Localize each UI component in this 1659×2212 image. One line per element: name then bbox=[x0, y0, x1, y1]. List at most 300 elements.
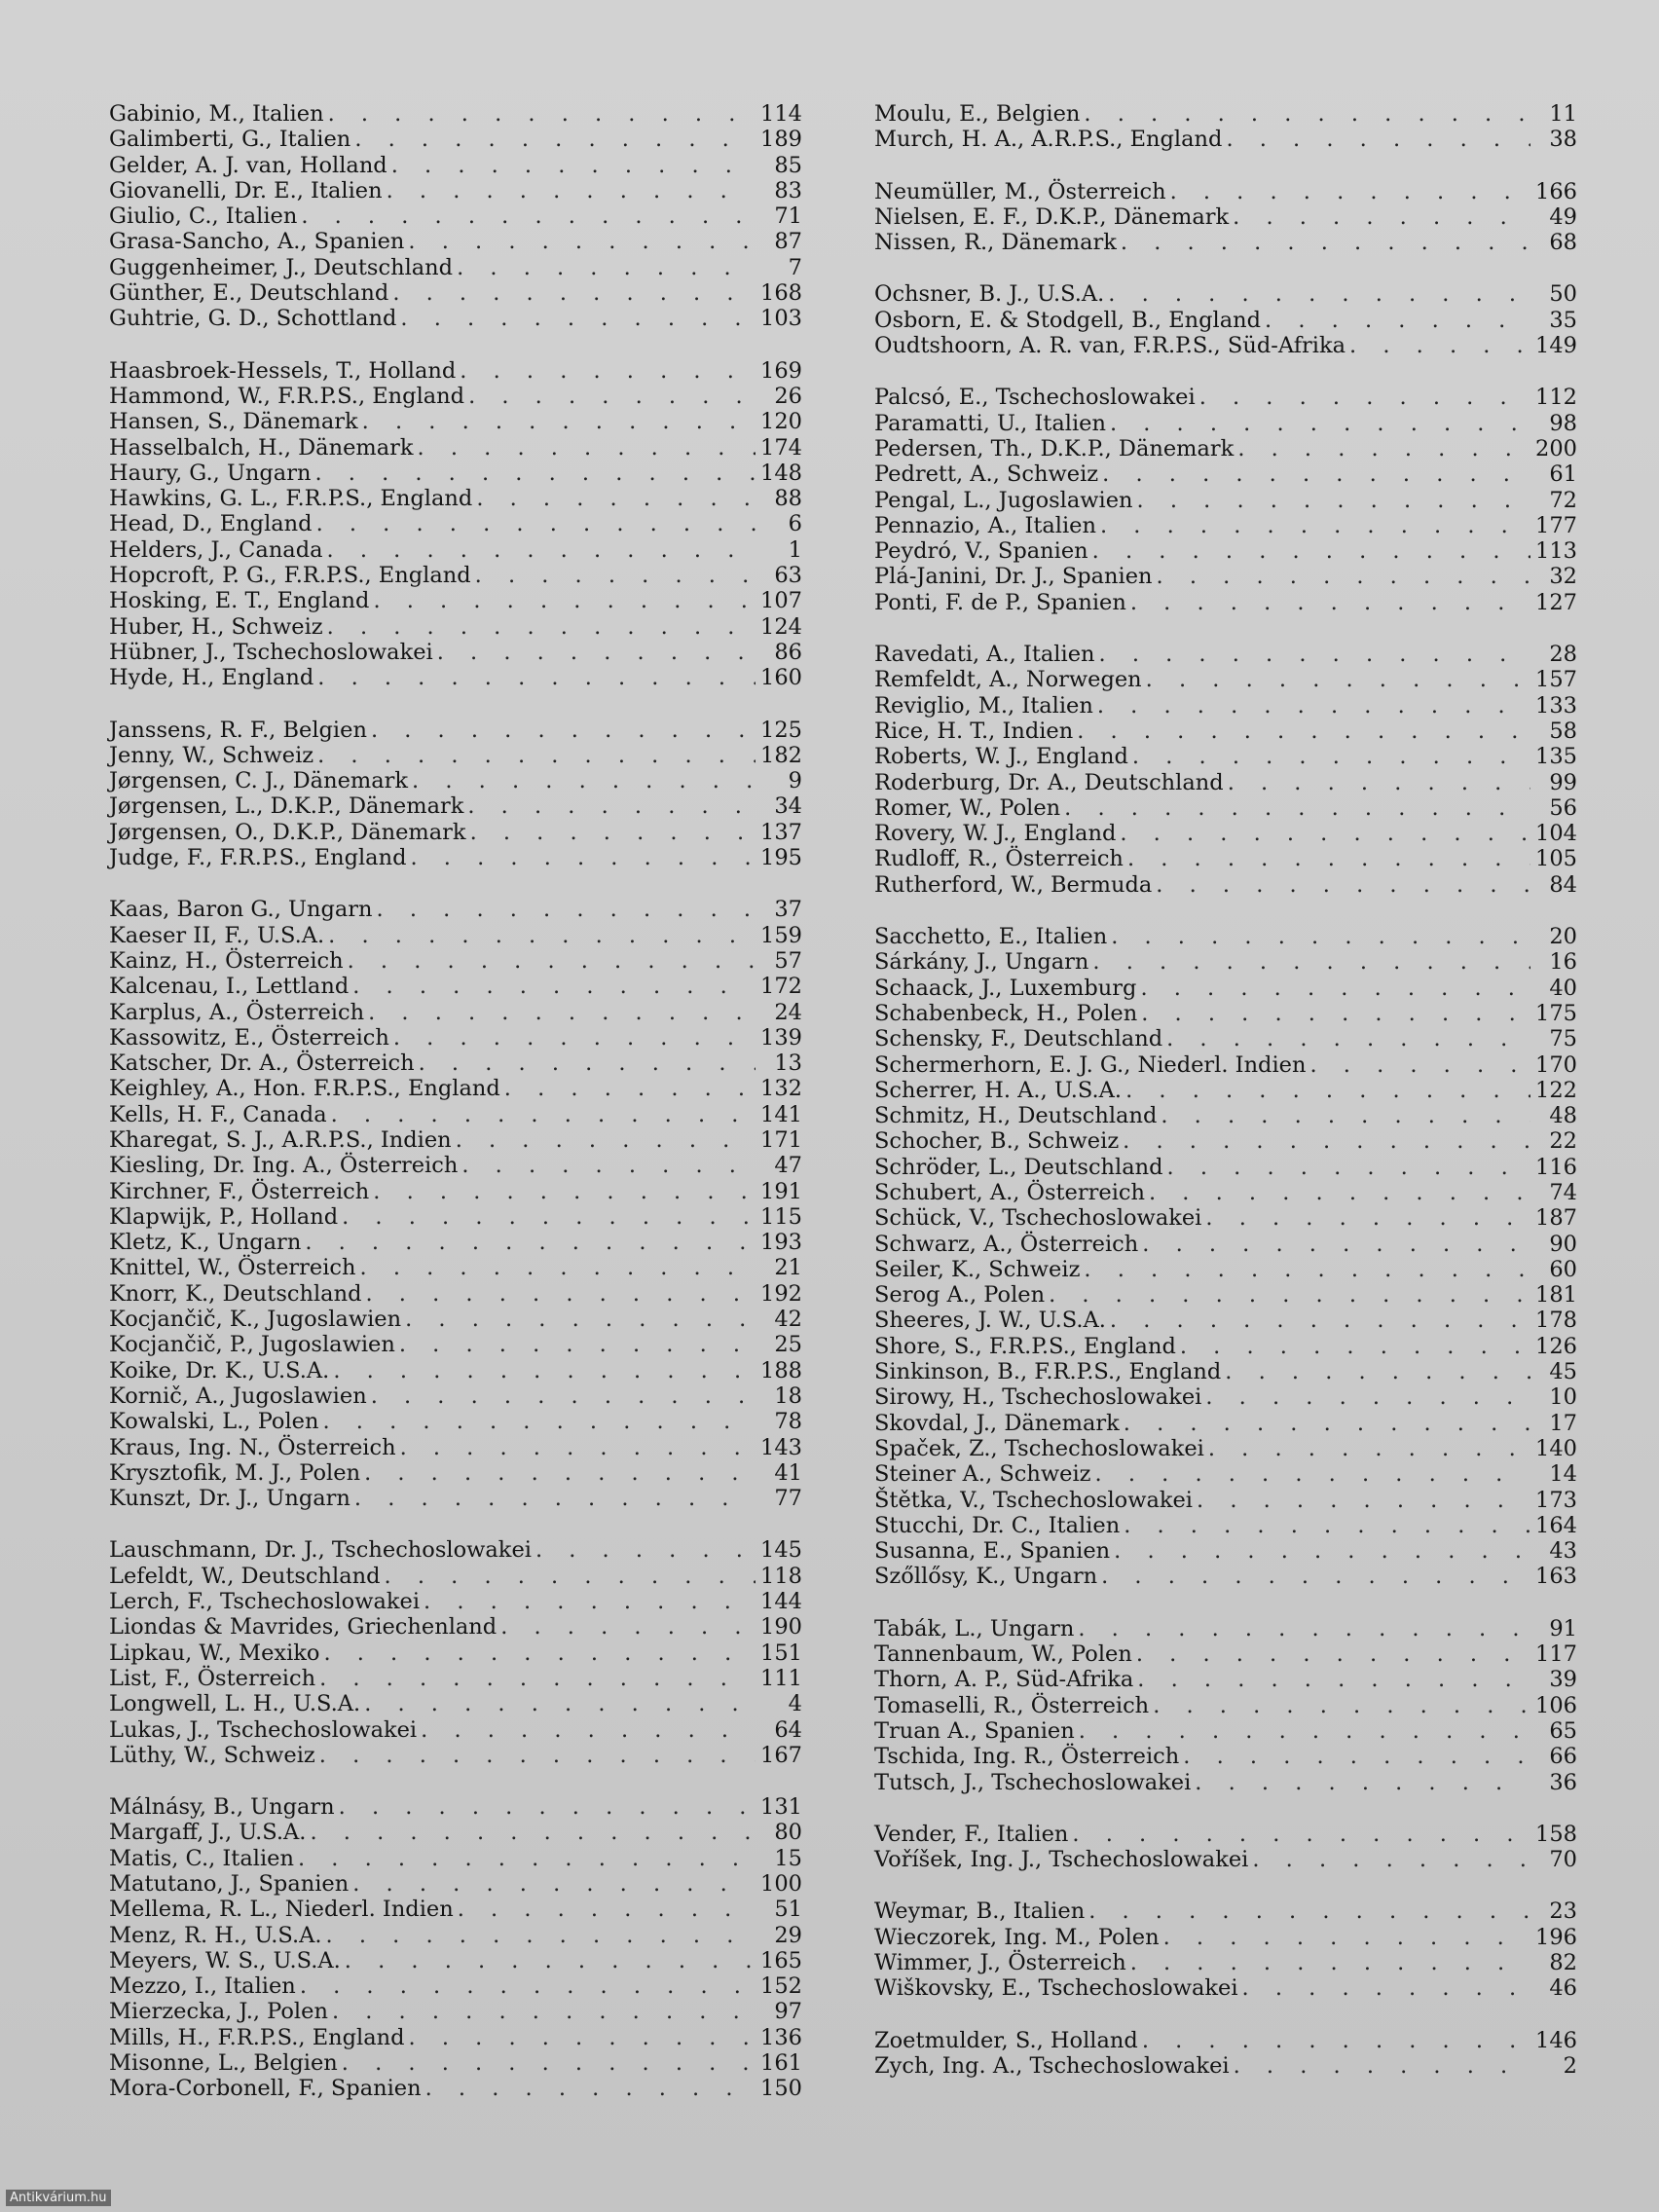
entry-name: Pedersen, Th., D.K.P., Dänemark bbox=[874, 435, 1235, 461]
entry-page-number: 189 bbox=[760, 127, 802, 153]
index-entry bbox=[874, 1616, 1577, 1641]
entry-name: Peydró, V., Spanien bbox=[874, 538, 1088, 565]
entry-page-number: 126 bbox=[1535, 1333, 1577, 1359]
entry-page-number: 61 bbox=[1549, 461, 1577, 488]
entry-name: Tschida, Ing. R., Österreich bbox=[874, 1744, 1180, 1770]
index-entry bbox=[109, 1691, 802, 1716]
dot-leader bbox=[1153, 1693, 1530, 1718]
entry-name: Hawkins, G. L., F.R.P.S., England bbox=[109, 486, 473, 512]
entry-name: Mezzo, I., Italien bbox=[109, 1973, 296, 2000]
index-entry bbox=[109, 1127, 802, 1153]
index-entry bbox=[109, 563, 802, 588]
entry-page-number: 72 bbox=[1549, 487, 1577, 513]
dot-leader bbox=[409, 2025, 756, 2050]
dot-leader bbox=[504, 1076, 756, 1101]
entry-name: Knorr, K., Deutschland bbox=[109, 1280, 362, 1307]
entry-page-number: 26 bbox=[774, 383, 802, 409]
index-column-right bbox=[874, 101, 1577, 2105]
index-entry bbox=[874, 1513, 1577, 1538]
index-entry bbox=[109, 384, 802, 409]
entry-page-number: 177 bbox=[1535, 512, 1577, 538]
index-entry bbox=[874, 538, 1577, 564]
index-entry bbox=[109, 435, 802, 461]
letter-group bbox=[874, 179, 1577, 256]
index-entry bbox=[109, 1614, 802, 1640]
entry-page-number: 125 bbox=[760, 717, 802, 743]
entry-name: Kaas, Baron G., Ungarn bbox=[109, 897, 373, 923]
entry-name: Murch, H. A., A.R.P.S., England bbox=[874, 127, 1223, 153]
entry-page-number: 86 bbox=[774, 639, 802, 665]
entry-name: Kocjančič, K., Jugoslawien bbox=[109, 1307, 402, 1333]
entry-page-number: 39 bbox=[1549, 1667, 1577, 1693]
index-entry bbox=[109, 1999, 802, 2024]
entry-name: Günther, E., Deutschland bbox=[109, 280, 389, 307]
dot-leader bbox=[317, 665, 756, 690]
dot-leader bbox=[1233, 204, 1530, 230]
entry-name: Paramatti, U., Italien bbox=[874, 410, 1106, 436]
entry-page-number: 161 bbox=[760, 2050, 802, 2077]
dot-leader bbox=[400, 1435, 756, 1460]
index-entry bbox=[874, 1411, 1577, 1436]
entry-name: Pennazio, A., Italien bbox=[874, 512, 1096, 538]
entry-page-number: 58 bbox=[1549, 718, 1577, 744]
index-entry bbox=[874, 795, 1577, 821]
index-entry bbox=[109, 948, 802, 974]
entry-name: Jørgensen, O., D.K.P., Dänemark bbox=[109, 819, 466, 845]
index-entry bbox=[109, 1102, 802, 1127]
index-entry bbox=[874, 385, 1577, 410]
index-entry bbox=[109, 1897, 802, 1922]
index-entry bbox=[874, 1001, 1577, 1026]
dot-leader bbox=[1132, 744, 1530, 769]
entry-name: Schück, V., Tschechoslowakei bbox=[874, 1205, 1202, 1232]
entry-name: Koike, Dr. K., U.S.A. bbox=[109, 1357, 330, 1383]
entry-page-number: 22 bbox=[1549, 1128, 1577, 1155]
entry-page-number: 80 bbox=[774, 1820, 802, 1846]
index-entry bbox=[109, 1871, 802, 1897]
dot-leader bbox=[322, 1409, 756, 1434]
entry-page-number: 23 bbox=[1549, 1899, 1577, 1925]
dot-leader bbox=[316, 511, 756, 536]
dot-leader bbox=[461, 1153, 756, 1178]
entry-page-number: 16 bbox=[1549, 949, 1577, 976]
entry-name: Kowalski, L., Polen bbox=[109, 1409, 319, 1435]
dot-leader bbox=[328, 101, 756, 127]
entry-name: Neumüller, M., Österreich bbox=[874, 178, 1166, 204]
dot-leader bbox=[362, 409, 756, 434]
dot-leader bbox=[437, 640, 756, 665]
dot-leader bbox=[331, 1102, 756, 1127]
entry-page-number: 65 bbox=[1549, 1717, 1577, 1744]
entry-page-number: 91 bbox=[1549, 1615, 1577, 1641]
letter-group bbox=[874, 2028, 1577, 2080]
dot-leader bbox=[399, 1332, 756, 1357]
letter-group bbox=[109, 1794, 802, 2102]
index-entry bbox=[109, 1179, 802, 1204]
entry-page-number: 57 bbox=[774, 947, 802, 974]
index-entry bbox=[874, 1308, 1577, 1333]
entry-page-number: 83 bbox=[774, 177, 802, 203]
dot-leader bbox=[1166, 1026, 1530, 1051]
entry-name: Ravedati, A., Italien bbox=[874, 642, 1095, 668]
letter-group bbox=[109, 101, 802, 332]
index-entry bbox=[874, 1103, 1577, 1128]
dot-leader bbox=[1163, 1925, 1530, 1950]
index-entry bbox=[874, 1282, 1577, 1308]
entry-page-number: 158 bbox=[1535, 1821, 1577, 1847]
entry-page-number: 2 bbox=[1563, 2052, 1577, 2079]
entry-page-number: 32 bbox=[1549, 564, 1577, 590]
entry-name: Wieczorek, Ing. M., Polen bbox=[874, 1924, 1160, 1950]
index-entry bbox=[874, 1232, 1577, 1257]
entry-page-number: 172 bbox=[760, 974, 802, 1000]
entry-name: Tannenbaum, W., Polen bbox=[874, 1641, 1132, 1668]
entry-name: Zych, Ing. A., Tschechoslowakei bbox=[874, 2052, 1230, 2079]
entry-name: Palcsó, E., Tschechoslowakei bbox=[874, 385, 1196, 411]
entry-page-number: 9 bbox=[788, 768, 802, 794]
index-entry bbox=[874, 127, 1577, 152]
dot-leader bbox=[364, 1460, 756, 1486]
dot-leader bbox=[392, 280, 756, 306]
dot-leader bbox=[468, 384, 756, 409]
index-entry bbox=[874, 1538, 1577, 1564]
dot-leader bbox=[1234, 2053, 1530, 2079]
index-entry bbox=[874, 1975, 1577, 2001]
dot-leader bbox=[1127, 846, 1530, 871]
dot-leader bbox=[1157, 564, 1530, 589]
entry-name: Tutsch, J., Tschechoslowakei bbox=[874, 1769, 1192, 1795]
dot-leader bbox=[342, 2050, 756, 2076]
entry-page-number: 115 bbox=[760, 1203, 802, 1230]
index-entry bbox=[874, 1950, 1577, 1975]
dot-leader bbox=[352, 1871, 756, 1897]
dot-leader bbox=[1195, 1770, 1530, 1795]
dot-leader bbox=[1111, 924, 1530, 949]
dot-leader bbox=[456, 1127, 756, 1153]
entry-page-number: 70 bbox=[1549, 1847, 1577, 1873]
entry-name: Moulu, E., Belgien bbox=[874, 101, 1081, 127]
index-entry bbox=[874, 1205, 1577, 1231]
index-entry bbox=[874, 1744, 1577, 1769]
index-entry bbox=[874, 1436, 1577, 1461]
entry-page-number: 97 bbox=[774, 1999, 802, 2025]
entry-name: Mellema, R. L., Niederl. Indien bbox=[109, 1897, 454, 1923]
index-entry bbox=[874, 1667, 1577, 1692]
entry-name: Stucchi, Dr. C., Italien bbox=[874, 1512, 1121, 1538]
entry-page-number: 111 bbox=[760, 1665, 802, 1691]
dot-leader bbox=[1084, 101, 1530, 127]
dot-leader bbox=[1130, 1950, 1530, 1975]
index-entry bbox=[109, 1358, 802, 1383]
index-entry bbox=[874, 642, 1577, 667]
entry-page-number: 151 bbox=[760, 1640, 802, 1666]
entry-name: Hasselbalch, H., Dänemark bbox=[109, 434, 414, 461]
entry-page-number: 88 bbox=[774, 486, 802, 512]
index-entry bbox=[109, 1255, 802, 1280]
entry-page-number: 34 bbox=[774, 793, 802, 820]
letter-group bbox=[874, 101, 1577, 153]
entry-page-number: 200 bbox=[1535, 435, 1577, 461]
index-entry bbox=[874, 1822, 1577, 1847]
index-entry bbox=[874, 1026, 1577, 1051]
entry-page-number: 146 bbox=[1535, 2027, 1577, 2053]
index-entry bbox=[109, 718, 802, 743]
dot-leader bbox=[342, 1204, 756, 1230]
letter-group bbox=[874, 924, 1577, 1590]
index-entry bbox=[874, 1564, 1577, 1589]
entry-name: Truan A., Spanien bbox=[874, 1717, 1075, 1744]
entry-name: Romer, W., Polen bbox=[874, 794, 1061, 821]
dot-leader bbox=[1137, 488, 1530, 513]
entry-page-number: 85 bbox=[774, 152, 802, 178]
entry-name: Longwell, L. H., U.S.A. bbox=[109, 1691, 361, 1717]
entry-name: List, F., Österreich bbox=[109, 1665, 316, 1691]
entry-page-number: 174 bbox=[760, 434, 802, 461]
entry-page-number: 1 bbox=[788, 536, 802, 563]
dot-leader bbox=[364, 1691, 756, 1716]
index-entry bbox=[874, 719, 1577, 744]
index-entry bbox=[874, 744, 1577, 769]
dot-leader bbox=[1180, 1334, 1530, 1359]
dot-leader bbox=[1092, 949, 1530, 975]
entry-page-number: 6 bbox=[788, 511, 802, 537]
index-entry bbox=[874, 872, 1577, 898]
entry-page-number: 17 bbox=[1549, 1410, 1577, 1436]
letter-group bbox=[874, 385, 1577, 615]
index-entry bbox=[874, 1334, 1577, 1359]
index-entry bbox=[109, 1743, 802, 1768]
dot-leader bbox=[1349, 333, 1530, 358]
dot-leader bbox=[1146, 667, 1530, 692]
entry-name: Krysztofik, M. J., Polen bbox=[109, 1459, 361, 1486]
entry-name: Kornič, A., Jugoslawien bbox=[109, 1382, 367, 1409]
entry-name: Giovanelli, Dr. E., Italien bbox=[109, 177, 383, 203]
entry-name: Margaff, J., U.S.A. bbox=[109, 1820, 307, 1846]
dot-leader bbox=[1121, 230, 1530, 255]
dot-leader bbox=[328, 923, 756, 948]
index-entry bbox=[109, 2025, 802, 2050]
entry-page-number: 181 bbox=[1535, 1282, 1577, 1309]
dot-leader bbox=[1114, 1538, 1530, 1564]
dot-leader bbox=[327, 614, 756, 640]
dot-leader bbox=[1228, 770, 1530, 795]
dot-leader bbox=[352, 974, 756, 999]
entry-page-number: 43 bbox=[1549, 1538, 1577, 1565]
entry-name: Nielsen, E. F., D.K.P., Dänemark bbox=[874, 203, 1230, 230]
entry-page-number: 116 bbox=[1535, 1154, 1577, 1180]
dot-leader bbox=[412, 768, 756, 793]
entry-name: Hansen, S., Dänemark bbox=[109, 409, 358, 435]
entry-name: Zoetmulder, S., Holland bbox=[874, 2027, 1138, 2053]
entry-page-number: 169 bbox=[760, 357, 802, 384]
index-entry bbox=[109, 280, 802, 306]
entry-page-number: 71 bbox=[774, 203, 802, 230]
entry-page-number: 157 bbox=[1535, 667, 1577, 693]
index-entry bbox=[874, 1641, 1577, 1667]
entry-name: Jørgensen, C. J., Dänemark bbox=[109, 768, 409, 794]
index-entry bbox=[109, 1409, 802, 1434]
entry-page-number: 84 bbox=[1549, 871, 1577, 898]
entry-name: Guggenheimer, J., Deutschland bbox=[109, 254, 454, 280]
index-entry bbox=[874, 1899, 1577, 1924]
index-entry bbox=[109, 1948, 802, 1973]
dot-leader bbox=[408, 229, 756, 254]
dot-leader bbox=[418, 435, 756, 461]
entry-name: Wiškovsky, E., Tschechoslowakei bbox=[874, 1975, 1238, 2002]
entry-page-number: 192 bbox=[760, 1280, 802, 1307]
entry-page-number: 167 bbox=[760, 1742, 802, 1768]
dot-leader bbox=[1170, 179, 1530, 204]
entry-page-number: 122 bbox=[1535, 1077, 1577, 1103]
entry-page-number: 60 bbox=[1549, 1256, 1577, 1282]
dot-leader bbox=[1130, 590, 1530, 615]
entry-page-number: 160 bbox=[760, 665, 802, 691]
index-entry bbox=[109, 1000, 802, 1025]
entry-name: Rudloff, R., Österreich bbox=[874, 846, 1124, 872]
index-entry bbox=[109, 2050, 802, 2076]
entry-name: Shore, S., F.R.P.S., England bbox=[874, 1333, 1176, 1359]
dot-leader bbox=[1124, 1411, 1530, 1436]
index-entry bbox=[874, 488, 1577, 513]
dot-leader bbox=[500, 1614, 756, 1640]
entry-name: Keighley, A., Hon. F.R.P.S., England bbox=[109, 1076, 500, 1102]
dot-leader bbox=[1077, 719, 1530, 744]
dot-leader bbox=[425, 2076, 756, 2101]
entry-page-number: 24 bbox=[774, 999, 802, 1025]
dot-leader bbox=[460, 358, 756, 384]
index-entry bbox=[109, 306, 802, 331]
entry-name: Menz, R. H., U.S.A. bbox=[109, 1922, 322, 1948]
entry-name: Ochsner, B. J., U.S.A. bbox=[874, 281, 1105, 308]
entry-name: Remfeldt, A., Norwegen bbox=[874, 667, 1142, 693]
index-entry bbox=[874, 1257, 1577, 1282]
entry-page-number: 127 bbox=[1535, 589, 1577, 615]
dot-leader bbox=[1309, 1052, 1530, 1078]
dot-leader bbox=[1252, 1847, 1530, 1872]
dot-leader bbox=[373, 588, 756, 613]
dot-leader bbox=[354, 127, 756, 152]
entry-name: Kassowitz, E., Österreich bbox=[109, 1024, 389, 1051]
index-entry bbox=[874, 1693, 1577, 1718]
dot-leader bbox=[1095, 1461, 1530, 1487]
entry-page-number: 56 bbox=[1549, 794, 1577, 821]
entry-page-number: 149 bbox=[1535, 333, 1577, 359]
entry-name: Susanna, E., Spanien bbox=[874, 1538, 1111, 1565]
index-entry bbox=[109, 820, 802, 845]
index-entry bbox=[109, 1794, 802, 1820]
entry-page-number: 120 bbox=[760, 409, 802, 435]
entry-name: Grasa-Sancho, A., Spanien bbox=[109, 229, 405, 255]
index-entry bbox=[109, 1051, 802, 1076]
entry-name: Head, D., England bbox=[109, 511, 313, 537]
entry-page-number: 112 bbox=[1535, 385, 1577, 411]
letter-group bbox=[874, 1822, 1577, 1873]
entry-page-number: 21 bbox=[774, 1255, 802, 1281]
entry-name: Sárkány, J., Ungarn bbox=[874, 949, 1089, 976]
entry-page-number: 163 bbox=[1535, 1564, 1577, 1590]
entry-name: Jørgensen, L., D.K.P., Dänemark bbox=[109, 793, 464, 820]
entry-page-number: 50 bbox=[1549, 281, 1577, 308]
entry-name: Jenny, W., Schweiz bbox=[109, 742, 314, 768]
index-entry bbox=[109, 1820, 802, 1845]
entry-page-number: 170 bbox=[1535, 1051, 1577, 1078]
dot-leader bbox=[1142, 2028, 1530, 2053]
dot-leader bbox=[371, 718, 756, 743]
entry-name: Mora-Corbonell, F., Spanien bbox=[109, 2076, 422, 2102]
entry-page-number: 141 bbox=[760, 1101, 802, 1127]
entry-name: Plá-Janini, Dr. J., Spanien bbox=[874, 564, 1153, 590]
entry-name: Helders, J., Canada bbox=[109, 536, 323, 563]
index-entry bbox=[874, 2053, 1577, 2079]
index-entry bbox=[874, 308, 1577, 333]
dot-leader bbox=[333, 1358, 756, 1383]
entry-page-number: 148 bbox=[760, 460, 802, 486]
entry-name: Rice, H. T., Indien bbox=[874, 718, 1074, 744]
entry-page-number: 46 bbox=[1549, 1975, 1577, 2002]
letter-group bbox=[874, 281, 1577, 358]
dot-leader bbox=[1084, 1257, 1530, 1282]
dot-leader bbox=[1110, 411, 1530, 436]
entry-name: Tomaselli, R., Österreich bbox=[874, 1692, 1150, 1718]
index-entry bbox=[109, 127, 802, 152]
entry-name: Kletz, K., Ungarn bbox=[109, 1230, 302, 1256]
entry-name: Spaček, Z., Tschechoslowakei bbox=[874, 1435, 1204, 1461]
index-entry bbox=[109, 1153, 802, 1178]
index-entry bbox=[109, 255, 802, 280]
entry-page-number: 193 bbox=[760, 1230, 802, 1256]
entry-page-number: 104 bbox=[1535, 821, 1577, 847]
index-entry bbox=[109, 1589, 802, 1614]
entry-page-number: 51 bbox=[774, 1897, 802, 1923]
entry-name: Matis, C., Italien bbox=[109, 1845, 294, 1871]
dot-leader bbox=[339, 1794, 756, 1820]
index-entry bbox=[109, 640, 802, 665]
dot-leader bbox=[476, 486, 756, 511]
entry-page-number: 64 bbox=[774, 1716, 802, 1743]
entry-name: Weymar, B., Italien bbox=[874, 1899, 1086, 1925]
entry-page-number: 124 bbox=[760, 613, 802, 640]
entry-name: Hammond, W., F.R.P.S., England bbox=[109, 383, 465, 409]
entry-name: Hopcroft, P. G., F.R.P.S., England bbox=[109, 563, 471, 589]
entry-page-number: 113 bbox=[1535, 538, 1577, 565]
entry-page-number: 117 bbox=[1535, 1641, 1577, 1668]
dot-leader bbox=[1205, 1384, 1530, 1410]
index-entry bbox=[874, 1128, 1577, 1154]
entry-page-number: 171 bbox=[760, 1126, 802, 1153]
dot-leader bbox=[1156, 872, 1530, 898]
index-entry bbox=[109, 1923, 802, 1948]
entry-name: Sacchetto, E., Italien bbox=[874, 924, 1108, 950]
dot-leader bbox=[1123, 1128, 1530, 1154]
watermark: Antikvárium.hu bbox=[6, 2190, 111, 2206]
entry-name: Kiesling, Dr. Ing. A., Österreich bbox=[109, 1153, 459, 1179]
entry-page-number: 20 bbox=[1549, 924, 1577, 950]
entry-name: Rutherford, W., Bermuda bbox=[874, 871, 1153, 898]
dot-leader bbox=[1064, 795, 1530, 821]
entry-page-number: 173 bbox=[1535, 1487, 1577, 1513]
dot-leader bbox=[1100, 513, 1530, 538]
index-entry bbox=[109, 743, 802, 768]
dot-leader bbox=[400, 306, 756, 331]
index-entry bbox=[874, 564, 1577, 589]
entry-name: Pedrett, A., Schweiz bbox=[874, 461, 1099, 488]
dot-leader bbox=[457, 255, 756, 280]
entry-name: Schmitz, H., Deutschland bbox=[874, 1103, 1158, 1129]
entry-page-number: 40 bbox=[1549, 975, 1577, 1001]
entry-page-number: 196 bbox=[1535, 1924, 1577, 1950]
entry-name: Kharegat, S. J., A.R.P.S., Indien bbox=[109, 1126, 452, 1153]
dot-leader bbox=[348, 948, 756, 974]
